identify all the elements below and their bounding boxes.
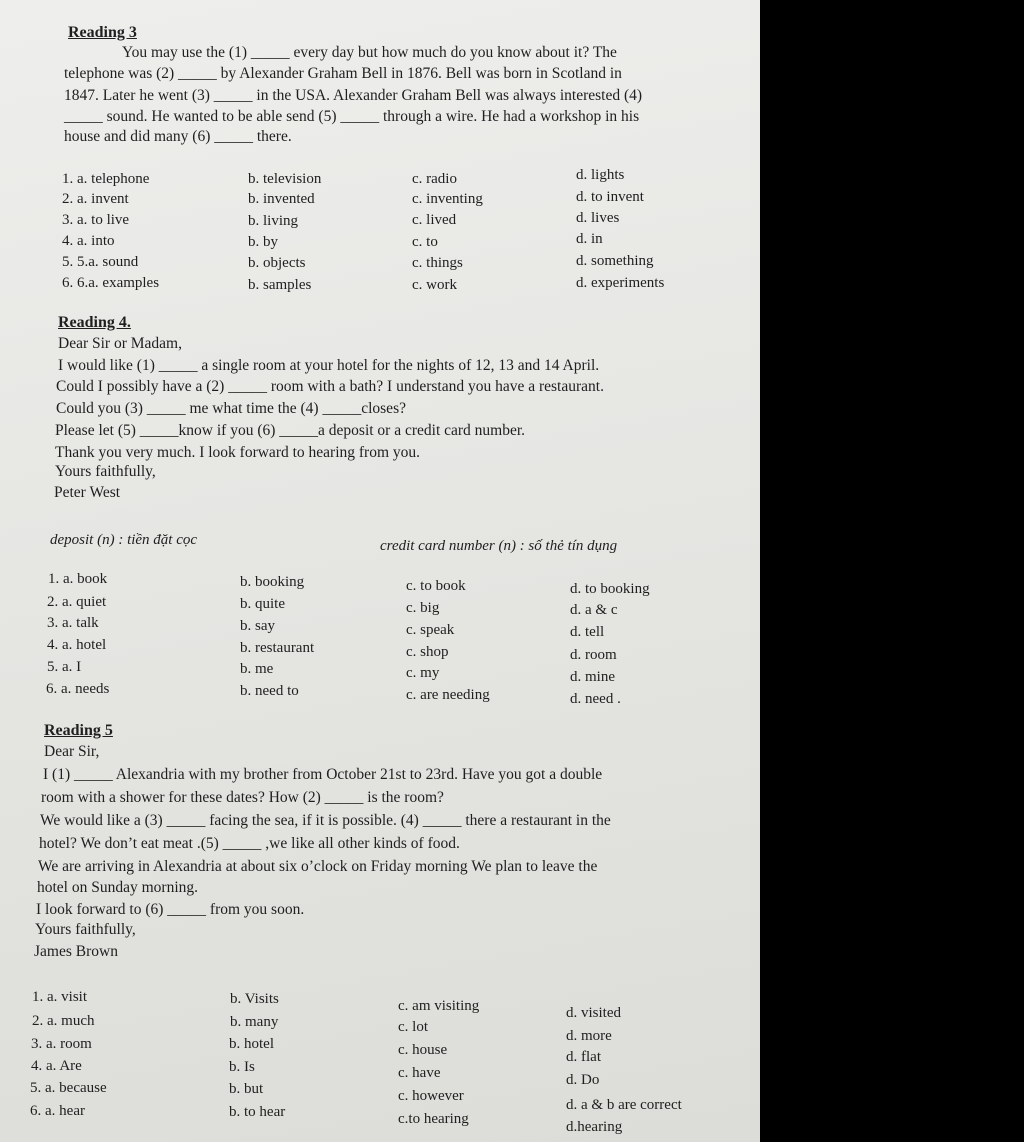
reading3-q4-d: d. in bbox=[576, 231, 603, 247]
reading3-title: Reading 3 bbox=[68, 24, 137, 41]
reading4-q5-c: c. my bbox=[406, 665, 440, 681]
reading4-line-2: I would like (1) _____ a single room at your hotel for the nights of 12, 13 and 14 April. bbox=[58, 357, 600, 374]
reading5-q2-a: 2. a. much bbox=[32, 1013, 95, 1029]
reading5-line-8: I look forward to (6) _____ from you soon. bbox=[36, 901, 305, 918]
reading5-q1-b: b. Visits bbox=[230, 991, 279, 1007]
reading3-q6-c: c. work bbox=[412, 277, 457, 293]
reading4-q4-c: c. shop bbox=[406, 644, 449, 660]
reading4-q1-c: c. to book bbox=[406, 578, 466, 594]
reading5-q5-c: c. however bbox=[398, 1088, 464, 1104]
reading5-line-2: I (1) _____ Alexandria with my brother from October 21st to 23rd. Have you got a double bbox=[43, 766, 603, 783]
reading4-line-3: Could I possibly have a (2) _____ room with a bath? I understand you have a restaurant. bbox=[56, 378, 604, 395]
reading3-q2-c: c. inventing bbox=[412, 191, 483, 207]
reading5-q6-a: 6. a. hear bbox=[30, 1103, 85, 1119]
reading5-q3-b: b. hotel bbox=[229, 1036, 274, 1052]
reading5-line-7: hotel on Sunday morning. bbox=[37, 879, 199, 896]
reading5-q6-c: c.to hearing bbox=[398, 1111, 469, 1127]
reading5-title: Reading 5 bbox=[44, 722, 113, 739]
reading4-line-7: Yours faithfully, bbox=[55, 463, 156, 480]
reading4-q6-c: c. are needing bbox=[406, 687, 490, 703]
reading5-q4-b: b. Is bbox=[229, 1059, 255, 1075]
reading4-q4-d: d. room bbox=[570, 647, 617, 663]
reading4-q3-a: 3. a. talk bbox=[47, 615, 99, 631]
reading5-line-1: Dear Sir, bbox=[44, 743, 100, 760]
reading5-q2-c: c. lot bbox=[398, 1019, 428, 1035]
reading5-signature: James Brown bbox=[34, 943, 118, 960]
reading4-q3-c: c. speak bbox=[406, 622, 455, 638]
reading4-line-6: Thank you very much. I look forward to hearing from you. bbox=[55, 444, 421, 461]
reading4-line-4: Could you (3) _____ me what time the (4) _____closes? bbox=[56, 400, 406, 417]
reading4-q4-b: b. restaurant bbox=[240, 640, 315, 656]
reading4-signature: Peter West bbox=[54, 484, 121, 501]
reading3-line-3: 1847. Later he went (3) _____ in the USA. Alexander Graham Bell was always interested (4) bbox=[64, 87, 643, 104]
reading4-q6-b: b. need to bbox=[240, 683, 299, 699]
reading4-q3-b: b. say bbox=[240, 618, 275, 634]
reading3-q4-b: b. by bbox=[248, 234, 278, 250]
reading4-line-5: Please let (5) _____know if you (6) _____a deposit or a credit card number. bbox=[55, 422, 526, 439]
reading4-line-1: Dear Sir or Madam, bbox=[58, 335, 182, 352]
reading5-q3-a: 3. a. room bbox=[31, 1036, 92, 1052]
reading3-q2-b: b. invented bbox=[248, 191, 315, 207]
reading4-q5-d: d. mine bbox=[570, 669, 615, 685]
reading5-line-6: We are arriving in Alexandria at about six o’clock on Friday morning We plan to leave the bbox=[38, 858, 598, 875]
reading4-q2-d: d. a & c bbox=[570, 602, 618, 618]
reading4-q2-a: 2. a. quiet bbox=[47, 594, 107, 610]
reading3-q3-a: 3. a. to live bbox=[62, 212, 130, 228]
reading5-line-4: We would like a (3) _____ facing the sea, if it is possible. (4) _____ there a restaurant in the bbox=[40, 812, 611, 829]
reading5-q4-a: 4. a. Are bbox=[31, 1058, 82, 1074]
vocab-deposit: deposit (n) : tiền đặt cọc bbox=[50, 532, 198, 548]
reading3-q1-a: 1. a. telephone bbox=[62, 171, 150, 187]
reading5-q3-d: d. flat bbox=[566, 1049, 601, 1065]
reading5-q1-d: d. visited bbox=[566, 1005, 621, 1021]
reading5-q3-c: c. house bbox=[398, 1042, 448, 1058]
reading5-q6-b: b. to hear bbox=[229, 1104, 286, 1120]
reading3-q5-c: c. things bbox=[412, 255, 463, 271]
reading5-q4-d: d. Do bbox=[566, 1072, 600, 1088]
reading3-q5-b: b. objects bbox=[248, 255, 306, 271]
reading4-q4-a: 4. a. hotel bbox=[47, 637, 107, 653]
reading3-q1-d: d. lights bbox=[576, 167, 625, 183]
reading5-line-5: hotel? We don’t eat meat .(5) _____ ,we like all other kinds of food. bbox=[39, 835, 460, 852]
reading4-q6-a: 6. a. needs bbox=[46, 681, 110, 697]
reading4-q5-b: b. me bbox=[240, 661, 274, 677]
reading5-q1-c: c. am visiting bbox=[398, 998, 480, 1014]
reading3-line-5: house and did many (6) _____ there. bbox=[64, 128, 292, 145]
reading3-line-2: telephone was (2) _____ by Alexander Graham Bell in 1876. Bell was born in Scotland in bbox=[64, 65, 622, 82]
reading4-title: Reading 4. bbox=[58, 314, 131, 331]
reading3-q1-b: b. television bbox=[248, 171, 322, 187]
reading3-q3-d: d. lives bbox=[576, 210, 620, 226]
reading3-q4-a: 4. a. into bbox=[62, 233, 115, 249]
reading4-q3-d: d. tell bbox=[570, 624, 605, 640]
reading5-q2-d: d. more bbox=[566, 1028, 612, 1044]
reading5-q4-c: c. have bbox=[398, 1065, 441, 1081]
reading4-q1-a: 1. a. book bbox=[48, 571, 108, 587]
reading3-q6-b: b. samples bbox=[248, 277, 312, 293]
reading5-q5-a: 5. a. because bbox=[30, 1080, 107, 1096]
reading3-q2-a: 2. a. invent bbox=[62, 191, 129, 207]
reading3-q2-d: d. to invent bbox=[576, 189, 644, 205]
reading4-q5-a: 5. a. I bbox=[47, 659, 82, 675]
reading5-q5-b: b. but bbox=[229, 1081, 264, 1097]
reading4-q6-d: d. need . bbox=[570, 691, 621, 707]
reading5-q1-a: 1. a. visit bbox=[32, 989, 87, 1005]
reading5-line-9: Yours faithfully, bbox=[35, 921, 136, 938]
reading3-q3-c: c. lived bbox=[412, 212, 457, 228]
reading3-line-4: _____ sound. He wanted to be able send (5) _____ through a wire. He had a workshop in his bbox=[64, 108, 640, 125]
reading5-q5-d: d. a & b are correct bbox=[566, 1097, 682, 1113]
reading3-q6-a: 6. 6.a. examples bbox=[62, 275, 160, 291]
reading3-q4-c: c. to bbox=[412, 234, 438, 250]
reading4-q2-b: b. quite bbox=[240, 596, 285, 612]
reading3-q6-d: d. experiments bbox=[576, 275, 665, 291]
reading5-q2-b: b. many bbox=[230, 1014, 279, 1030]
reading3-q3-b: b. living bbox=[248, 213, 299, 229]
reading5-q6-d: d.hearing bbox=[566, 1119, 623, 1135]
reading3-q5-a: 5. 5.a. sound bbox=[62, 254, 139, 270]
vocab-credit-card-number: credit card number (n) : số thẻ tín dụng bbox=[380, 538, 618, 554]
reading3-line-1: You may use the (1) _____ every day but how much do you know about it? The bbox=[122, 44, 617, 61]
reading4-q1-b: b. booking bbox=[240, 574, 305, 590]
reading5-line-3: room with a shower for these dates? How (2) _____ is the room? bbox=[41, 789, 444, 806]
reading4-q1-d: d. to booking bbox=[570, 581, 650, 597]
reading4-q2-c: c. big bbox=[406, 600, 440, 616]
reading3-q5-d: d. something bbox=[576, 253, 654, 269]
reading3-q1-c: c. radio bbox=[412, 171, 457, 187]
